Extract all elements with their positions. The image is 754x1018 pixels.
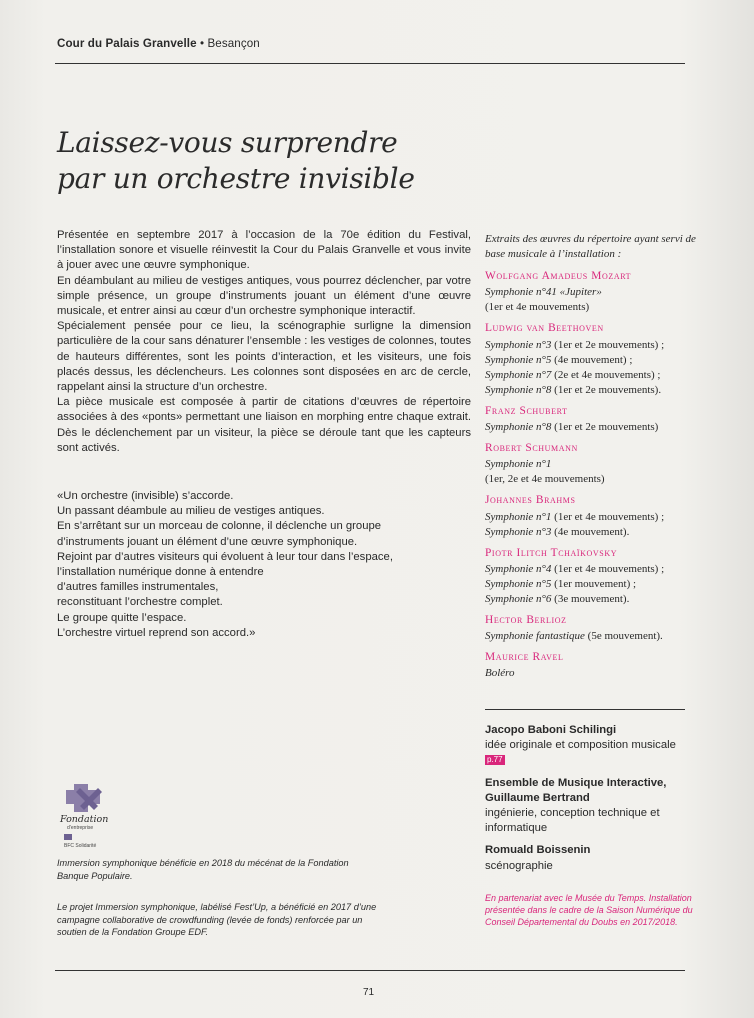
composer-name: Franz Schubert: [485, 404, 568, 417]
work-detail: (1er et 2e mouvements) ;: [551, 338, 665, 351]
work-title: Symphonie n°1: [485, 510, 552, 523]
quote-line: Le groupe quitte l’espace.: [57, 611, 187, 624]
mecenat-note: Immersion symphonique bénéficie en 2018 du mécénat de la Fondation Banque Populaire.: [57, 858, 349, 881]
work-line: [485, 285, 700, 300]
composer-name: Robert Schumann: [485, 442, 578, 455]
quote-line: reconstituant l’orchestre complet.: [57, 596, 223, 609]
work-title: Symphonie n°3: [485, 338, 552, 351]
composer-name: Maurice Ravel: [485, 651, 564, 664]
work-detail: (4e mouvement) ;: [551, 353, 633, 366]
quote-line: l’installation numérique donne à entendre: [57, 566, 264, 579]
credit-block: [485, 723, 695, 769]
quote-line: d’autres familles instrumentales,: [57, 581, 219, 594]
body-paragraph-1: Présentée en septembre 2017 à l’occasion de la 70e édition du Festival, l’installation sonore et visuelle réinvestit la Cour du Palais Granvelle et vous invite à jouer avec une œuvre symphonique.: [57, 229, 471, 272]
work-detail: (5e mouvement).: [584, 630, 663, 643]
title-line-1: Laissez-vous surprendre: [57, 126, 398, 159]
title-line-2: par un orchestre invisible: [57, 162, 415, 195]
credit-name: Ensemble de Musique Interactive, Guillaume Bertrand: [485, 776, 667, 804]
work-detail: (1er et 2e mouvements): [551, 421, 659, 434]
credit-role: ingénierie, conception technique et informatique: [485, 807, 660, 835]
logo-bank: BFC Solidarité: [64, 843, 97, 849]
work-line: [485, 472, 700, 487]
repertoire-column: [485, 232, 700, 681]
credit-name: Jacopo Baboni Schilingi: [485, 724, 617, 736]
work-title: Symphonie n°3: [485, 525, 552, 538]
quote-line: d’instruments jouant un élément d’une œuvre symphonique.: [57, 535, 358, 548]
fondation-logo-mark-icon: [58, 784, 108, 852]
running-header: [57, 37, 260, 50]
work-line: [485, 592, 700, 607]
crowdfunding-note: Le projet Immersion symphonique, labélisé Fest’Up, a bénéficié en 2017 d’une campagne collaborative de crowdfunding (levée de fonds) renforcée par un soutien de la Fondation Groupe EDF.: [57, 902, 377, 937]
composer-name: Johannes Brahms: [485, 494, 576, 507]
header-separator: •: [199, 37, 205, 50]
work-line: [485, 577, 700, 592]
body-paragraph-4: La pièce musicale est composée à partir de citations d’œuvres de répertoire associées à des «ponts» permettant une liaison en morphing entre chaque extrait. Dès le déclenchement par un visiteur, la pièce se déroule tant que les capteurs sont activés.: [57, 396, 471, 454]
credit-role-line: [485, 806, 695, 836]
work-title: Symphonie n°5: [485, 577, 552, 590]
work-detail: (1er et 4e mouvements) ;: [551, 510, 665, 523]
composer-name: Wolfgang Amadeus Mozart: [485, 270, 632, 283]
credit-role: idée originale et composition musicale: [485, 739, 676, 752]
work-title: Symphonie n°8: [485, 383, 552, 396]
work-title: Boléro: [485, 667, 515, 680]
page-reference-badge[interactable]: p.77: [487, 755, 503, 765]
repertoire-intro: Extraits des œuvres du répertoire ayant servi de base musicale à l’installation :: [485, 233, 696, 261]
footer-rule: [55, 970, 685, 971]
work-title: Symphonie n°4: [485, 562, 552, 575]
credit-role-line: [485, 859, 695, 874]
composer-name: Piotr Ilitch Tchaïkovsky: [485, 546, 618, 559]
work-line: [485, 353, 700, 368]
page-number: 71: [363, 987, 375, 998]
work-line: [485, 629, 700, 644]
work-line: [485, 300, 700, 315]
quote-line: Un passant déambule au milieu de vestiges antiques.: [57, 505, 325, 518]
work-detail: (2e et 4e mouvements) ;: [551, 368, 661, 381]
work-line: [485, 368, 700, 383]
work-detail: (3e mouvement).: [551, 592, 630, 605]
credit-name: Romuald Boissenin: [485, 844, 591, 857]
partner-note: En partenariat avec le Musée du Temps. Installation présentée dans le cadre de la Saison Numérique du Conseil Départemental du Doubs en 2017/2018.: [485, 893, 693, 927]
credits-rule: [485, 709, 685, 710]
credit-role: scénographie: [485, 859, 553, 872]
article-title: [57, 125, 477, 197]
work-title: Symphonie n°6: [485, 592, 552, 605]
quote-line: En s’arrêtant sur un morceau de colonne, il déclenche un groupe: [57, 520, 382, 533]
work-title: Symphonie n°5: [485, 353, 552, 366]
logo-sub: d’entreprise: [67, 825, 94, 831]
work-line: [485, 420, 700, 435]
work-line: [485, 457, 700, 472]
work-title: Symphonie n°41 «Jupiter»: [485, 286, 602, 299]
work-line: [485, 338, 700, 353]
work-detail: (1er et 4e mouvements) ;: [551, 562, 665, 575]
work-line: [485, 562, 700, 577]
composer-list: [485, 269, 700, 681]
work-detail: (4e mouvement).: [551, 525, 630, 538]
body-paragraph-3: Spécialement pensée pour ce lieu, la scénographie surligne la dimension particulière de la cour sans dénaturer l’ensemble : les vestiges de colonnes, toutes de hauteurs différentes, sont les points d’interaction, et les visiteurs, une fois placés dessus, les déclencheurs. Les colonnes sont disposées en arc de cercle, rappelant ainsi la structure d’un orchestre.: [57, 320, 471, 394]
composer-name: Hector Berlioz: [485, 614, 567, 627]
venue-name: Cour du Palais Granvelle: [57, 37, 197, 50]
credits: [485, 723, 695, 881]
work-title: Symphonie fantastique: [485, 630, 585, 643]
body-paragraph-2: En déambulant au milieu de vestiges antiques, vous pourrez déclencher, par votre simple présence, un groupe d’instruments jouant un élément d’une œuvre musicale, et entrer ainsi au cœur d’un orchestre symphonique interactif.: [57, 274, 471, 318]
quote-line: Rejoint par d’autres visiteurs qui évoluent à leur tour dans l’espace,: [57, 550, 393, 563]
header-rule: [55, 63, 685, 64]
work-title: Symphonie n°7: [485, 368, 552, 381]
credit-role-line: [485, 738, 695, 768]
quote-block: [57, 489, 471, 641]
fondation-logo: [58, 784, 108, 852]
logo-wordmark: Fondation: [60, 814, 108, 825]
work-detail: (1er et 2e mouvements).: [551, 383, 662, 396]
credit-block: [485, 843, 695, 873]
composer-name: Ludwig van Beethoven: [485, 322, 604, 335]
work-line: [485, 525, 700, 540]
city-name: Besançon: [207, 37, 260, 50]
work-line: [485, 383, 700, 398]
quote-line: «Un orchestre (invisible) s’accorde.: [57, 490, 234, 502]
work-detail: (1er mouvement) ;: [551, 577, 637, 590]
work-line: [485, 510, 700, 525]
body-text: [57, 228, 471, 456]
work-title: Symphonie n°1: [485, 458, 552, 471]
quote-line: L’orchestre virtuel reprend son accord.»: [57, 626, 256, 639]
work-line: [485, 666, 700, 681]
work-detail: (1er, 2e et 4e mouvements): [485, 473, 605, 486]
work-detail: (1er et 4e mouvements): [485, 301, 590, 314]
work-title: Symphonie n°8: [485, 421, 552, 434]
credit-block: [485, 776, 695, 837]
